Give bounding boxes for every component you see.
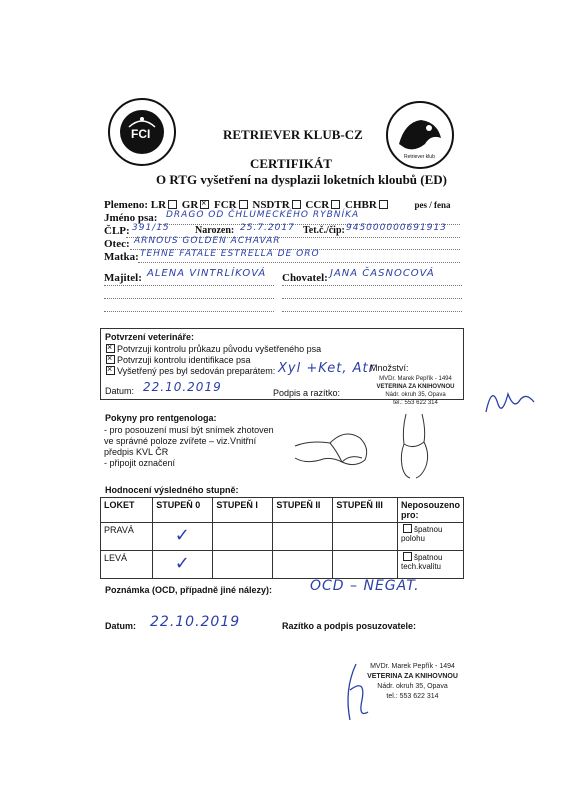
breed-option-fcr[interactable]: FCR	[214, 199, 250, 211]
note-label: Poznámka (OCD, případně jiné nálezy):	[105, 585, 273, 595]
breed-label: Plemeno:	[104, 199, 148, 211]
instruction-line-4: - připojit označení	[104, 458, 176, 468]
grading-header-elbow: LOKET	[101, 498, 153, 523]
tattoo-value: 945000000691913	[346, 223, 447, 233]
fci-logo	[107, 97, 177, 167]
mother-line	[138, 262, 460, 263]
father-value: ARNOUS GOLDEN ACHAVAR	[134, 236, 281, 246]
breed-option-nsdtr[interactable]: NSDTR	[252, 199, 302, 211]
owner-value: ALENA VINTRLÍKOVÁ	[147, 268, 267, 279]
vet-confirm-checkbox-3[interactable]	[106, 366, 115, 375]
owner-label: Majitel:	[104, 272, 142, 284]
club-logo	[385, 100, 455, 170]
vet-signature-1	[480, 380, 540, 420]
table-row	[101, 523, 464, 551]
grading-header-not-assessed: Neposouzeno pro:	[397, 498, 463, 523]
grading-cell-right-grade2[interactable]	[273, 523, 333, 551]
mother-label: Matka:	[104, 251, 139, 263]
footer-date-value: 22.10.2019	[150, 614, 241, 630]
vet-confirm-item-1[interactable]: ×Potvrzuji kontrolu průkazu původu vyšetřeného psa	[104, 344, 321, 354]
grading-cell-right-grade3[interactable]	[333, 523, 398, 551]
grading-side-right: PRAVÁ	[101, 523, 153, 551]
note-value: OCD – NEGAT.	[310, 578, 420, 594]
instructions-title: Pokyny pro rentgenologa:	[105, 413, 217, 423]
amount-label: Množství:	[370, 363, 409, 373]
vet-confirm-item-2[interactable]: ×Potvrzuji kontrolu identifikace psa	[104, 355, 251, 365]
grading-mark-left-grade0[interactable]: ✓	[153, 551, 213, 579]
instruction-line-2: ve správné poloze zvířete – viz.Vnitřní	[104, 436, 257, 446]
vet-confirm-checkbox-1[interactable]	[106, 344, 115, 353]
breed-option-ccr[interactable]: CCR	[305, 199, 342, 211]
dog-name-label: Jméno psa:	[104, 212, 158, 224]
breeder-line-3	[282, 311, 462, 312]
grading-cell-right-grade1[interactable]	[213, 523, 273, 551]
grading-cell-left-grade1[interactable]	[213, 551, 273, 579]
preparation-value: Xyl +Ket, Atr	[278, 361, 375, 376]
clp-label: ČLP:	[104, 225, 130, 237]
vet-date-label: Datum:	[105, 386, 135, 396]
owner-line-3	[104, 311, 274, 312]
dog-name-value: DRAGO OD ČHLUMECKÉHO RYBNÍKA	[166, 210, 360, 220]
instruction-line-3: předpis KVL ČR	[104, 447, 169, 457]
club-logo-text: Retriever klub	[404, 154, 435, 160]
grading-header-grade2: STUPEŇ II	[273, 498, 333, 523]
grading-cell-left-grade3[interactable]	[333, 551, 398, 579]
breed-option-gr[interactable]: GR×	[182, 199, 212, 211]
owner-line-1	[104, 285, 274, 286]
birth-value: 25.7.2017	[240, 223, 295, 233]
certificate-subtitle: O RTG vyšetření na dysplazii loketních kloubů (ED)	[156, 172, 448, 187]
grading-header-grade1: STUPEŇ I	[213, 498, 273, 523]
vet-confirm-checkbox-2[interactable]	[106, 355, 115, 364]
certificate-title: CERTIFIKÁT	[250, 156, 332, 171]
grading-reason-position[interactable]: špatnou polohu	[397, 523, 463, 551]
vet-confirm-item-3[interactable]: ×Vyšetřený pes byl sedován preparátem:	[104, 366, 275, 376]
instruction-line-1: - pro posouzení musí být snímek zhotoven	[104, 425, 274, 435]
owner-line-2	[104, 298, 274, 299]
club-name: RETRIEVER KLUB-CZ	[223, 127, 363, 142]
grading-cell-left-grade2[interactable]	[273, 551, 333, 579]
vet-date-value: 22.10.2019	[143, 380, 222, 394]
footer-stamp-label: Razítko a podpis posuzovatele:	[282, 621, 417, 631]
breed-option-lr[interactable]: LR	[151, 199, 179, 211]
vet-confirm-title: Potvrzení veterináře:	[105, 332, 195, 342]
vet-stamp-2: MVDr. Marek Pepřík - 1494 VETERINA ZA KNIHOVNOU Nádr. okruh 35, Opava tel.: 553 622 314	[367, 663, 458, 700]
breeder-line-2	[282, 298, 462, 299]
grading-header-grade3: STUPEŇ III	[333, 498, 398, 523]
breeder-label: Chovatel:	[282, 272, 328, 284]
grading-header-grade0: STUPEŇ 0	[153, 498, 213, 523]
elbow-lateral-illustration	[290, 418, 385, 473]
birth-label: Narozen:	[195, 225, 235, 236]
grading-table	[100, 497, 464, 579]
father-label: Otec:	[104, 238, 130, 250]
breeder-line-1	[282, 285, 462, 286]
mother-value: TEHNE FATALE ESTRELLA DE ORO	[140, 249, 320, 259]
grading-title: Hodnocení výsledného stupně:	[105, 485, 239, 495]
vet-signature-2	[336, 660, 376, 730]
clp-value: 391/15	[132, 223, 170, 233]
table-row	[101, 551, 464, 579]
tattoo-label: Tet.č./čip:	[303, 225, 345, 236]
sex-label: pes / fena	[414, 200, 451, 210]
elbow-frontal-illustration	[392, 410, 437, 482]
footer-date-label: Datum:	[105, 621, 136, 631]
vet-stamp-1: MVDr. Marek Pepřík - 1494 VETERINA ZA KNIHOVNOU Nádr. okruh 35, Opava tel.: 553 622 314	[376, 376, 455, 406]
grading-reason-quality[interactable]: špatnou tech.kvalitu	[397, 551, 463, 579]
vet-sign-label: Podpis a razítko:	[273, 388, 341, 398]
grading-side-left: LEVÁ	[101, 551, 153, 579]
grading-mark-right-grade0[interactable]: ✓	[153, 523, 213, 551]
fci-logo-text: FCI	[131, 127, 151, 141]
breed-option-chbr[interactable]: CHBR	[345, 199, 390, 211]
breeder-value: JANA ČASNOCOVÁ	[330, 268, 435, 279]
